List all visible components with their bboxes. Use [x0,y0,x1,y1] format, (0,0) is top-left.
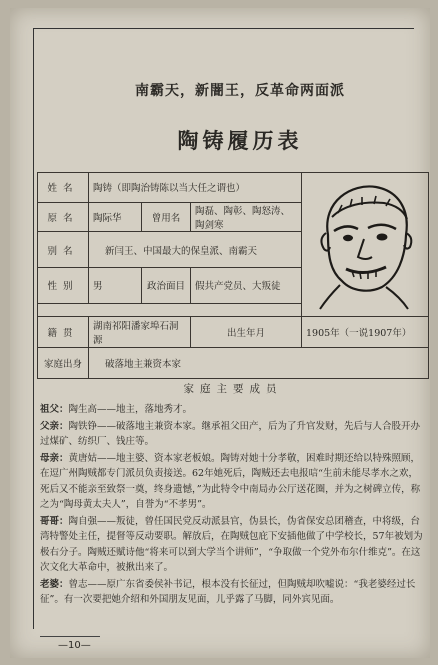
value-native: 湖南祁阳潘家埠石洞源 [89,317,191,348]
section-title: 家庭主要成员 [183,383,283,395]
spacer-cell [38,303,302,316]
member-text: 陶自强——叛徒，曾任国民党反动派县官，伪县长，伪省保安总团稽查，中将级，台湾特警处主任，提督等反动要职。解放后，在陶贼包庇下安插他做了中学校长，57年被划为极右分子。陶贼还赋诗他“将来可以到大学当个讲师”，“争取做一个党外布尔什维克”。在这次文化大革命中，被揪出来了。 [40,515,423,573]
label-original-name: 原名 [38,202,89,232]
page-title: 陶铸履历表 [177,128,303,153]
list-item [40,419,424,450]
member-text: 陶铁铮——破落地主兼资本家。继承祖父田产，后为了升官发财，先后与人合股开办过煤矿、纺织厂、钱庄等。 [40,420,421,447]
caricature-icon [306,173,422,313]
label-gender: 性别 [38,267,89,303]
member-text: 黄唐姑——地主婆、资本家老板娘。陶铸对她十分孝敬，困难时期还给以特殊照顾，在逗广州陶贼都专门派员负责接送。62年她死后，陶贼还去电报唁“生前未能尽孝水之欢，死后又不能亲至致祭一奠，终身遗憾，”为此特令中南局办公厅送花圈，并为之树碑立传，称之为“陶母黄太夫人”，自誉为“不孝男”。 [40,452,421,510]
value-original-name: 陶际华 [89,202,142,232]
member-label: 祖父： [40,404,69,415]
member-text: 陶生高——地主，落地秀才。 [68,404,193,415]
value-name: 陶铸（即陶治铸陈以当大任之谓也） [89,173,302,203]
label-native: 籍贯 [38,317,89,348]
value-birth: 1905年（一说1907年） [302,317,429,348]
label-political: 政治面目 [142,267,191,303]
value-alias: 新闫王、中国最大的保皇派、南霸天 [89,232,302,268]
row-origin [38,348,429,379]
label-former-name: 曾用名 [142,202,191,232]
label-origin: 家庭出身 [38,348,89,379]
list-item [40,577,424,608]
row-native [38,317,429,348]
page-number-rule [40,636,100,637]
member-label: 母亲： [40,452,69,464]
label-birth: 出生年月 [191,317,302,348]
member-list [40,402,424,609]
label-name: 姓名 [38,173,89,203]
value-origin: 破落地主兼资本家 [89,348,429,379]
value-gender: 男 [89,267,142,303]
member-label: 哥哥： [40,515,69,527]
list-item [40,451,424,513]
headline: 南霸天，新闇王，反革命两面派 [135,83,345,99]
portrait-caricature [302,173,429,317]
list-item [40,402,424,418]
list-item [40,514,424,576]
value-former-name: 陶磊、陶彰、陶怒涛、陶剑寒 [191,202,302,232]
value-political: 假共产党员、大叛徒 [191,267,302,303]
resume-table [37,172,429,379]
label-alias: 别名 [38,232,89,268]
row-name [38,173,429,203]
member-text: 曾志——原广东省委侯补书记，根本没有长征过，但陶贼却吹嘘说：“我老婆经过长征”。有一次要把她介绍和外国朋友见面，儿乎露了马脚，同外宾见面。 [40,578,416,605]
page-number: —10— [58,640,91,651]
member-label: 父亲： [40,420,69,432]
member-label: 老婆： [40,578,69,590]
